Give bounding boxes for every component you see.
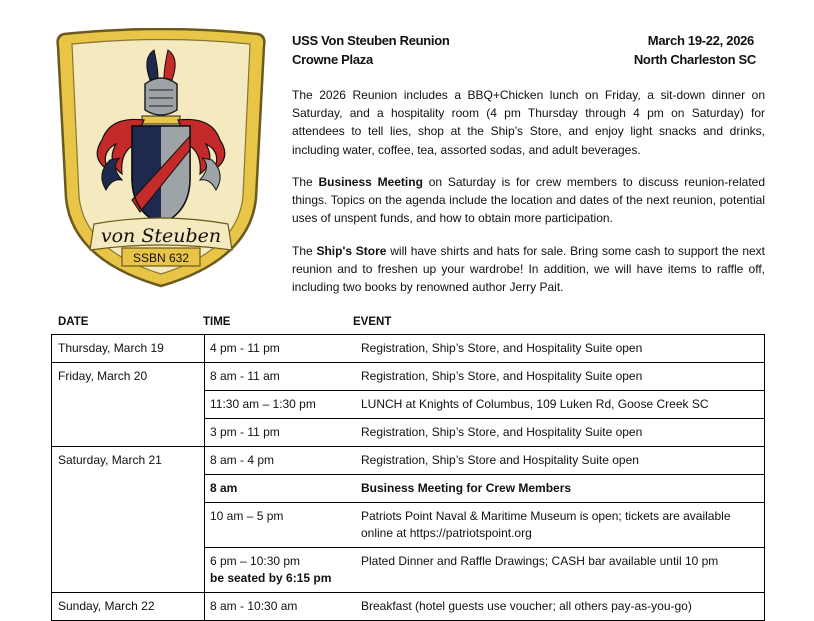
row-event: Business Meeting for Crew Members (361, 481, 572, 495)
row-event: Patriots Point Naval & Maritime Museum is open; tickets are available online at https://patriotspoint.org (361, 509, 731, 540)
business-meeting-label: Business Meeting (318, 175, 423, 189)
row-event: Registration, Ship’s Store and Hospitality Suite open (361, 453, 639, 467)
row-event: Plated Dinner and Raffle Drawings; CASH bar available until 10 pm (361, 554, 719, 568)
venue-name: Crowne Plaza (292, 52, 373, 67)
row-event: Breakfast (hotel guests use voucher; all others pay-as-you-go) (361, 599, 692, 613)
row-time: 4 pm - 11 pm (210, 341, 280, 355)
row-time: 8 am - 10:30 am (210, 599, 298, 613)
row-event: Registration, Ship’s Store, and Hospitality Suite open (361, 425, 643, 439)
schedule-row (52, 593, 765, 621)
schedule-table (51, 334, 765, 621)
column-header-time: TIME (203, 316, 231, 328)
row-time: 6 pm – 10:30 pm (210, 554, 301, 568)
row-date: Sunday, March 22 (58, 599, 155, 613)
row-event: Registration, Ship’s Store, and Hospitality Suite open (361, 341, 643, 355)
column-header-event: EVENT (353, 316, 392, 328)
business-meeting-paragraph: The Business Meeting on Saturday is for crew members to discuss reunion-related things. Topics on the agenda include the location and dates of the next reunion, potential uses of unspent funds, and how to obtain more participation. (292, 175, 765, 226)
crest-logo (50, 28, 272, 290)
ships-store-paragraph: The Ship's Store will have shirts and hats for sale. Bring some cash to support the next reunion and to freshen up your wardrobe! In addition, we will have items to raffle off, including two books by renowned author Jerry Pait. (292, 244, 765, 295)
row-time: 3 pm - 11 pm (210, 425, 280, 439)
row-time: 8 am - 11 am (210, 369, 280, 383)
row-time: 11:30 am – 1:30 pm (210, 397, 316, 411)
row-event: LUNCH at Knights of Columbus, 109 Luken Rd, Goose Creek SC (361, 397, 709, 411)
reunion-dates: March 19-22, 2026 (647, 33, 754, 48)
reunion-location: North Charleston SC (633, 52, 756, 67)
schedule-row (52, 335, 765, 363)
schedule-row (52, 447, 765, 475)
row-time: 8 am (210, 481, 238, 495)
row-time: 8 am - 4 pm (210, 453, 275, 467)
schedule-row (52, 363, 765, 391)
row-date: Thursday, March 19 (58, 341, 164, 355)
row-time-note: be seated by 6:15 pm (210, 571, 332, 585)
row-time: 10 am – 5 pm (210, 509, 284, 523)
row-event: Registration, Ship’s Store, and Hospitality Suite open (361, 369, 643, 383)
ships-store-label: Ship's Store (316, 244, 387, 258)
crest-name-text: von Steuben (100, 225, 222, 247)
row-date: Friday, March 20 (58, 369, 148, 383)
row-date: Saturday, March 21 (58, 453, 162, 467)
column-header-date: DATE (58, 316, 89, 328)
crest-hull-text: SSBN 632 (132, 251, 190, 265)
intro-paragraph: The 2026 Reunion includes a BBQ+Chicken lunch on Friday, a sit-down dinner on Saturday, and a hospitality room (4 pm Thursday through 4 pm on Saturday) for attendees to tell lies, shop at the Ship’s Store, and enjoy light snacks and drinks, including water, coffee, tea, assorted sodas, and adult beverages. (292, 88, 765, 157)
reunion-title: USS Von Steuben Reunion (292, 33, 450, 48)
